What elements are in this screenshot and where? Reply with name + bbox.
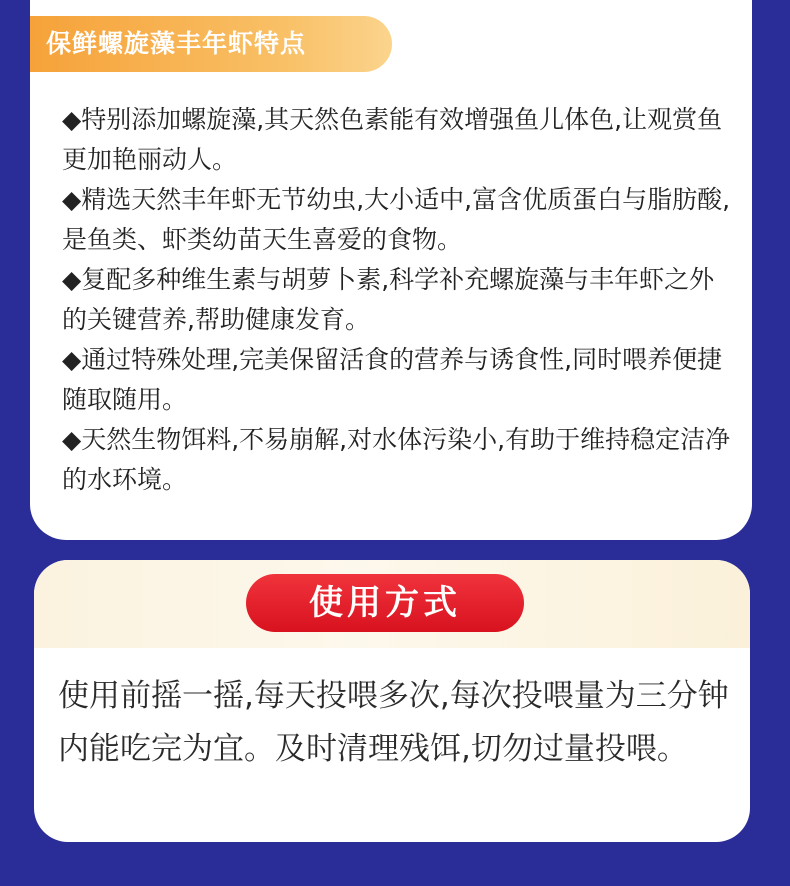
usage-title-pill: 使用方式 [246,574,524,632]
features-list [62,100,734,500]
feature-item-processing: ◆通过特殊处理,完美保留活食的营养与诱食性,同时喂养便捷随取随用。 [62,345,723,414]
feature-item-brine-shrimp: ◆精选天然丰年虾无节幼虫,大小适中,富含优质蛋白与脂肪酸,是鱼类、虾类幼苗天生喜爱的食物。 [62,185,731,254]
feature-item-vitamins: ◆复配多种维生素与胡萝卜素,科学补充螺旋藻与丰年虾之外的关键营养,帮助健康发育。 [62,265,715,334]
usage-instructions: 使用前摇一摇,每天投喂多次,每次投喂量为三分钟内能吃完为宜。及时清理残饵,切勿过量投喂。 [58,678,729,767]
features-tab-title: 保鲜螺旋藻丰年虾特点 [30,16,392,72]
feature-item-water-quality: ◆天然生物饵料,不易崩解,对水体污染小,有助于维持稳定洁净的水环境。 [62,425,731,494]
feature-item-spirulina: ◆特别添加螺旋藻,其天然色素能有效增强鱼儿体色,让观赏鱼更加艳丽动人。 [62,105,723,174]
